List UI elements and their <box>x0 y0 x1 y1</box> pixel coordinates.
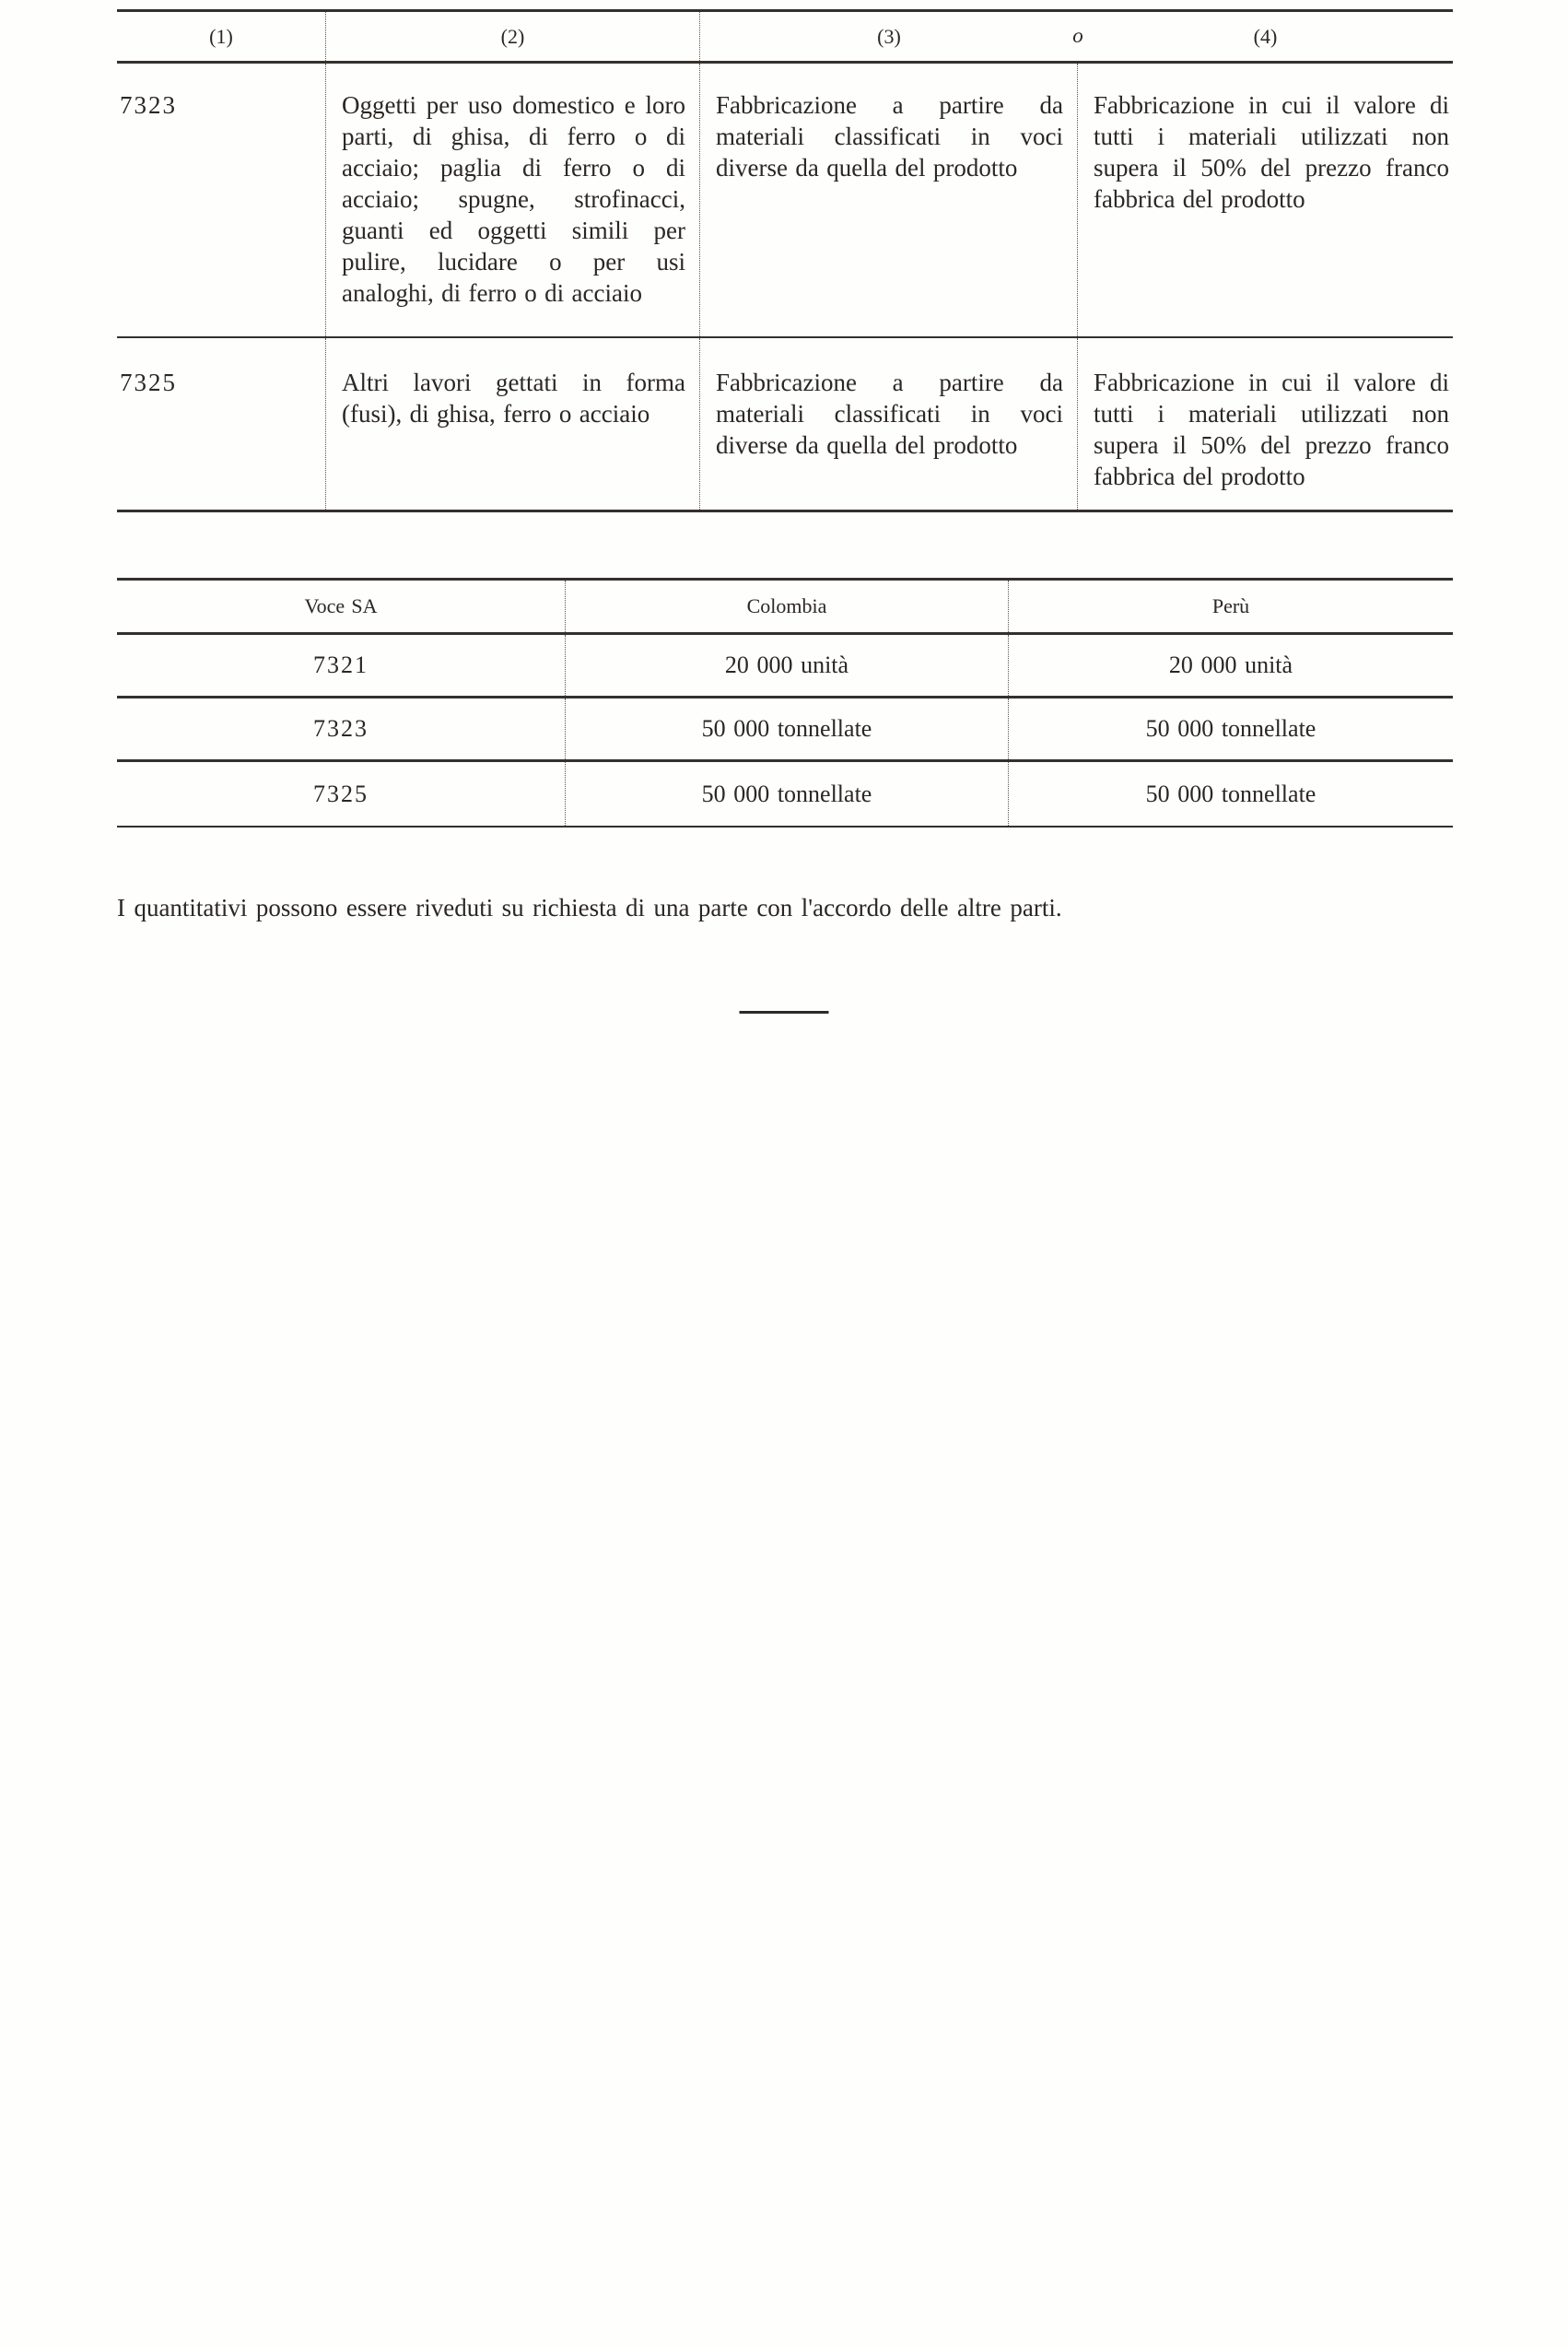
header-col3-label: (3) <box>877 24 901 48</box>
quota-header-colombia: Colombia <box>566 581 1009 632</box>
quota-code-cell: 7325 <box>117 762 566 826</box>
header-col1-label: (1) <box>117 12 326 61</box>
rule-col4-cell: Fabbricazione in cui il valore di tutti i materiali utilizzati non supera il 50% del prezzo franco fabbrica del prodotto <box>1094 91 1449 213</box>
end-divider <box>740 1011 829 1014</box>
goods-description-cell: Altri lavori gettati in forma (fusi), di ghisa, ferro o acciaio <box>326 338 700 510</box>
header-col2-label: (2) <box>326 12 700 61</box>
quota-peru-cell: 50 000 tonnellate <box>1145 715 1316 742</box>
table-row <box>117 635 1453 699</box>
rule-col3-cell: Fabbricazione a partire da materiali classificati in voci diverse da quella del prodotto <box>700 338 1078 510</box>
hs-code-cell: 7325 <box>117 338 326 510</box>
quota-peru-cell: 20 000 unità <box>1168 652 1293 678</box>
quantities-note: I quantitativi possono essere riveduti su richiesta di una parte con l'accordo delle altre parti. <box>117 894 1062 922</box>
table-row <box>117 699 1453 762</box>
table-row <box>117 338 1453 512</box>
quota-peru-cell: 50 000 tonnellate <box>1145 780 1316 807</box>
quota-code-cell: 7321 <box>117 635 566 696</box>
rule-col3-cell: Fabbricazione a partire da materiali classificati in voci diverse da quella del prodotto <box>700 64 1078 336</box>
quota-table-header-row <box>117 578 1453 635</box>
rule-col4-cell: Fabbricazione in cui il valore di tutti i materiali utilizzati non supera il 50% del prezzo franco fabbrica del prodotto <box>1094 369 1449 490</box>
quota-table <box>117 578 1453 828</box>
hs-code-cell: 7323 <box>117 64 326 336</box>
quota-header-voce-sa: Voce SA <box>117 581 566 632</box>
quota-header-peru: Perù <box>1211 594 1250 617</box>
rules-table-header-row <box>117 9 1453 64</box>
table-row <box>117 762 1453 828</box>
header-col4-label: (4) <box>1253 24 1278 48</box>
origin-rules-table <box>117 9 1453 512</box>
quota-colombia-cell: 50 000 tonnellate <box>566 699 1009 759</box>
table-row <box>117 64 1453 338</box>
goods-description-cell: Oggetti per uso domestico e loro parti, di ghisa, di ferro o di acciaio; paglia di ferro o di acciaio; spugne, strofinacci, guanti ed oggetti simili per pulire, lucidare o per usi analoghi, di ferro o di acciaio <box>326 64 700 336</box>
quota-colombia-cell: 50 000 tonnellate <box>566 762 1009 826</box>
or-conjunction-label: o <box>1072 23 1083 47</box>
quota-code-cell: 7323 <box>117 699 566 759</box>
quota-colombia-cell: 20 000 unità <box>566 635 1009 696</box>
